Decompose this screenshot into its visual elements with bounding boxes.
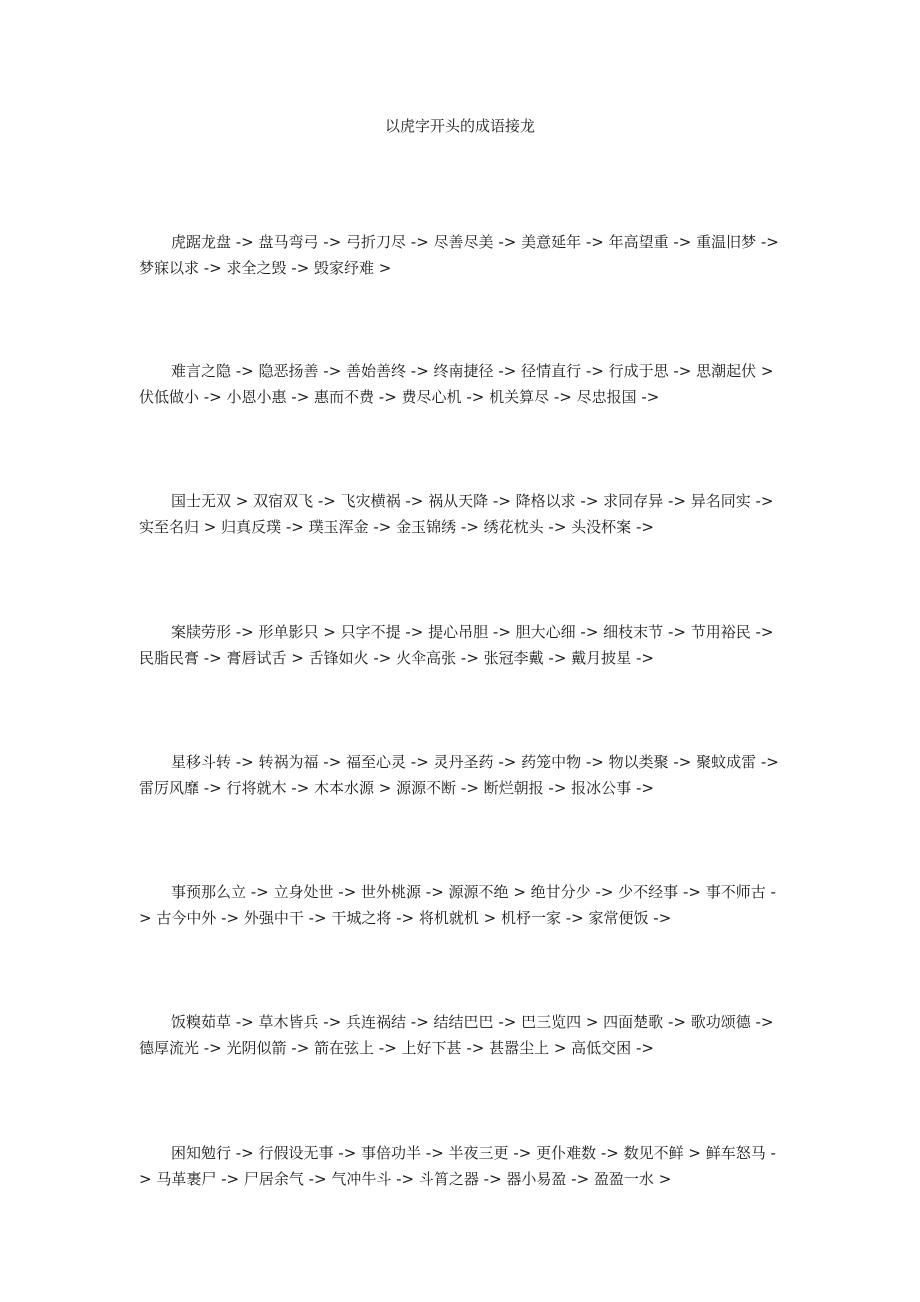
- idiom-chain-paragraph-3: 国士无双 > 双宿双飞 -> 飞灾横祸 -> 祸从天降 -> 降格以求 -> 求同存异 -> 异名同实 -> 实至名归 > 归真反璞 -> 璞玉浑金 -> 金玉锦绣 -> 绣花枕头 -> 头没杯案 ->: [139, 492, 774, 536]
- idiom-chain-paragraph-5: 星移斗转 -> 转祸为福 -> 福至心灵 -> 灵丹圣药 -> 药笼中物 -> 物以类聚 -> 聚蚊成雷 -> 雷厉风靡 -> 行将就木 -> 木本水源 > 源源不断 -> 断烂朝报 -> 报冰公事 ->: [139, 753, 779, 797]
- idiom-chain-paragraph-8: 困知勉行 -> 行假设无事 -> 事倍功半 -> 半夜三更 -> 更仆难数 -> 数见不鲜 > 鲜车怒马 -> 马革裹尸 -> 尸居余气 -> 气冲牛斗 -> 斗筲之器 -> 器小易盈 -> 盈盈一水 >: [139, 1144, 776, 1188]
- idiom-chain-paragraph-2: 难言之隐 -> 隐恶扬善 -> 善始善终 -> 终南捷径 -> 径情直行 -> 行成于思 -> 思潮起伏 > 伏低做小 -> 小恩小惠 -> 惠而不费 -> 费尽心机 -> 机关算尽 -> 尽忠报国 ->: [139, 362, 774, 406]
- idiom-chain-paragraph-7: 饭糗茹草 -> 草木皆兵 -> 兵连祸结 -> 结结巴巴 -> 巴三览四 > 四面楚歌 -> 歌功颂德 -> 德厚流光 -> 光阴似箭 -> 箭在弦上 -> 上好下甚 -> 甚嚣尘上 > 高低交困 ->: [139, 1013, 774, 1057]
- idiom-chain-paragraph-1: 虎踞龙盘 -> 盘马弯弓 -> 弓折刀尽 -> 尽善尽美 -> 美意延年 -> 年高望重 -> 重温旧梦 -> 梦寐以求 -> 求全之毁 -> 毁家纾难 >: [139, 233, 779, 277]
- document-title: 以虎字开头的成语接龙: [384, 117, 535, 135]
- idiom-chain-paragraph-6: 事预那么立 -> 立身处世 -> 世外桃源 -> 源源不绝 > 绝甘分少 -> 少不经事 -> 事不师古 -> 古今中外 -> 外强中干 -> 干城之将 -> 将机就机 > 机杼一家 -> 家常便饭 ->: [139, 883, 776, 927]
- idiom-chain-paragraph-4: 案牍劳形 -> 形单影只 > 只字不提 -> 提心吊胆 -> 胆大心细 -> 细枝末节 -> 节用裕民 -> 民脂民膏 -> 膏唇试舌 > 舌锋如火 -> 火伞高张 -> 张冠李戴 -> 戴月披星 ->: [139, 623, 774, 667]
